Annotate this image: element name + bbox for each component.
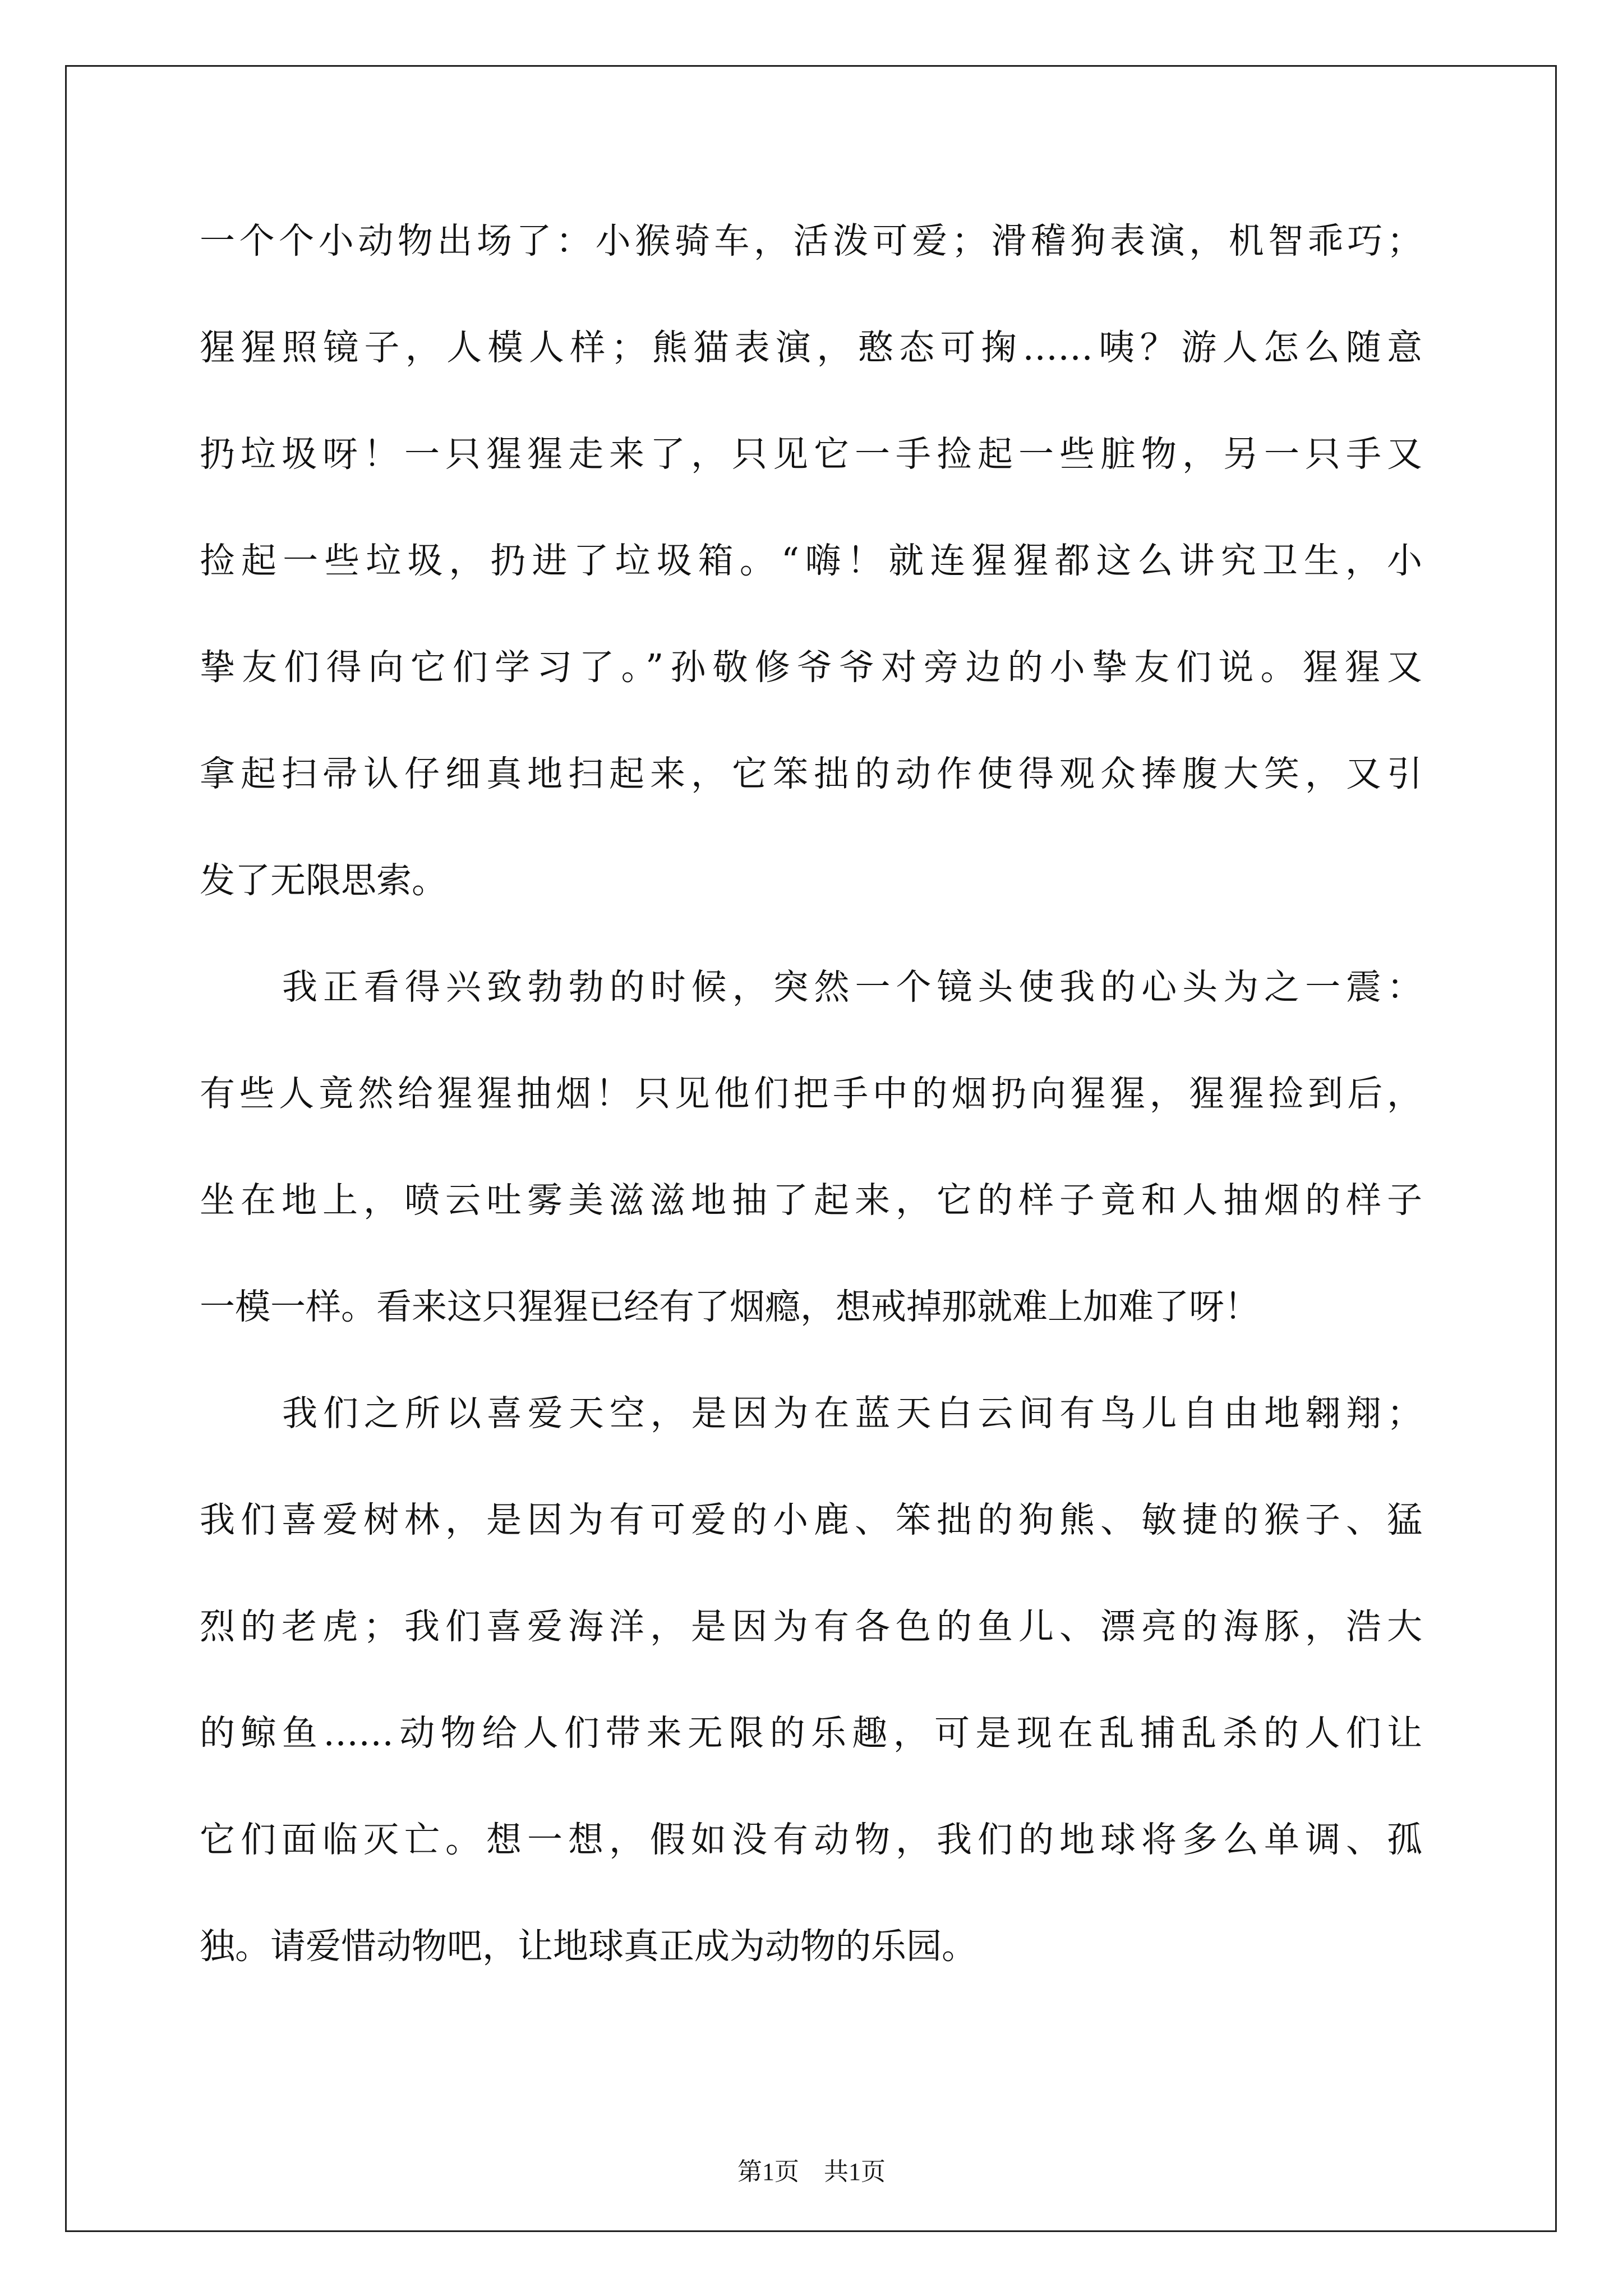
text-line: 独。请爱惜动物吧，让地球真正成为动物的乐园。	[200, 1926, 977, 1967]
text-line: 它们面临灭亡。想一想，假如没有动物，我们的地球将多么单调、孤	[200, 1819, 1422, 1860]
text-line: 我们喜爱树林，是因为有可爱的小鹿、笨拙的狗熊、敏捷的猴子、猛	[200, 1499, 1422, 1540]
text-line: 有些人竟然给猩猩抽烟！只见他们把手中的烟扔向猩猩，猩猩捡到后，	[200, 1073, 1422, 1114]
text-line: 发了无限思索。	[200, 860, 447, 901]
text-line: 我们之所以喜爱天空，是因为在蓝天白云间有鸟儿自由地翱翔；	[282, 1393, 1422, 1434]
document-body	[200, 188, 1422, 2000]
text-line: 坐在地上，喷云吐雾美滋滋地抽了起来，它的样子竟和人抽烟的样子	[200, 1180, 1422, 1221]
text-line: 猩猩照镜子，人模人样；熊猫表演，憨态可掬……咦？游人怎么随意	[200, 327, 1422, 368]
paragraph-1	[200, 188, 1422, 934]
text-line: 扔垃圾呀！一只猩猩走来了，只见它一手捡起一些脏物，另一只手又	[200, 434, 1422, 475]
text-line: 一个个小动物出场了：小猴骑车，活泼可爱；滑稽狗表演，机智乖巧；	[200, 220, 1422, 261]
text-line: 我正看得兴致勃勃的时候，突然一个镜头使我的心头为之一震：	[282, 967, 1422, 1007]
paragraph-3	[200, 1360, 1422, 2000]
text-line: 挚友们得向它们学习了。”孙敬修爷爷对旁边的小挚友们说。猩猩又	[200, 647, 1422, 688]
paragraph-2	[200, 934, 1422, 1360]
page-footer: 第1页 共1页	[737, 2158, 886, 2185]
text-line: 一模一样。看来这只猩猩已经有了烟瘾，想戒掉那就难上加难了呀！	[200, 1286, 1260, 1327]
text-line: 捡起一些垃圾，扔进了垃圾箱。“嗨！就连猩猩都这么讲究卫生，小	[200, 540, 1422, 581]
text-line: 拿起扫帚认仔细真地扫起来，它笨拙的动作使得观众捧腹大笑，又引	[200, 753, 1422, 794]
text-line: 烈的老虎；我们喜爱海洋，是因为有各色的鱼儿、漂亮的海豚，浩大	[200, 1606, 1422, 1647]
text-line: 的鲸鱼……动物给人们带来无限的乐趣，可是现在乱捕乱杀的人们让	[200, 1713, 1422, 1754]
